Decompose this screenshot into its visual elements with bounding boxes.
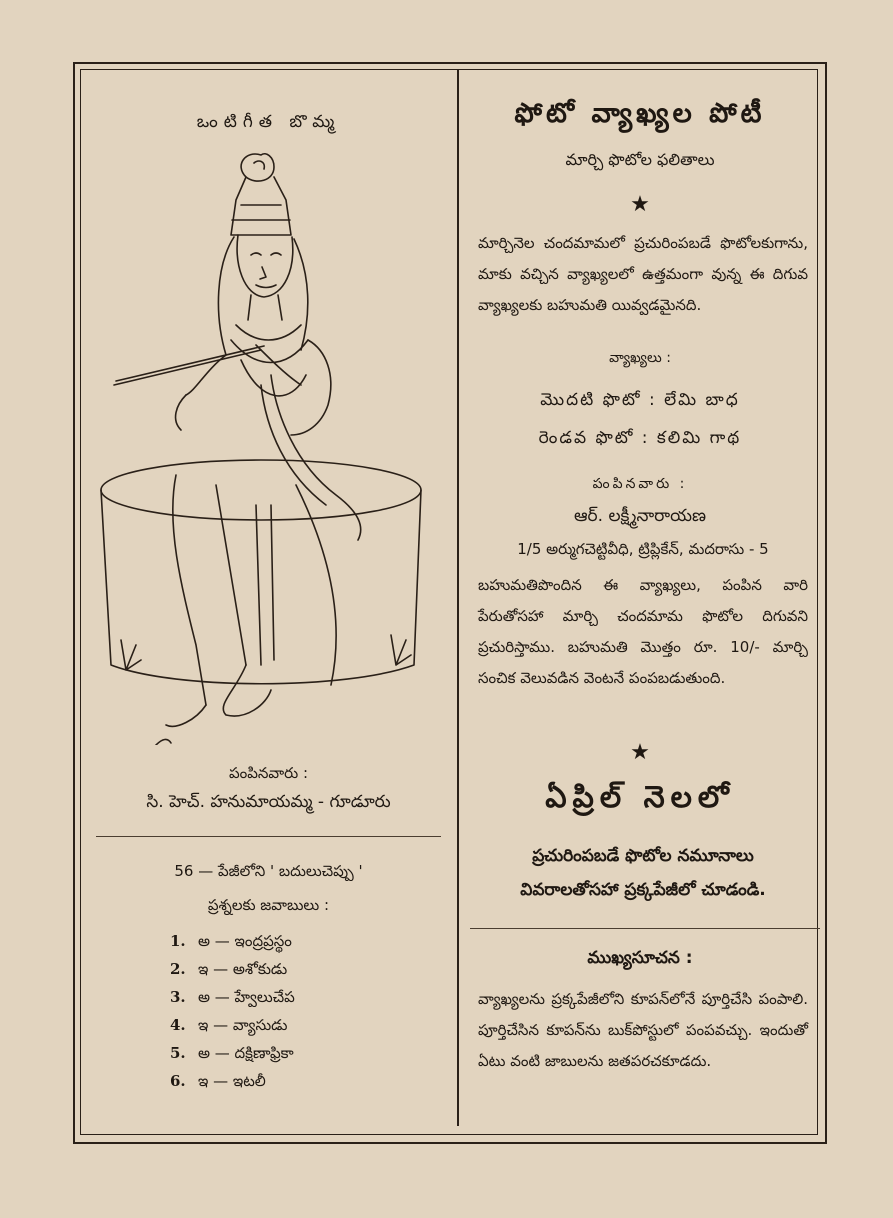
- winner-label: పంపినవారు :: [592, 476, 688, 492]
- captions-label: వ్యాఖ్యలు :: [609, 350, 671, 366]
- right-section-divider: [470, 928, 820, 929]
- important-note-title: ముఖ్యసూచన :: [587, 948, 693, 968]
- answer-item: 5. అ — దక్షిణాఫ్రికా: [170, 1044, 294, 1062]
- star-icon: ★: [630, 192, 650, 217]
- star-icon: ★: [630, 740, 650, 765]
- left-section-divider: [96, 836, 441, 837]
- winner-address: 1/5 అర్ముగచెట్టివీధి, ట్రిప్లికేన్, మదరాసు - 5: [517, 540, 769, 558]
- column-divider: [457, 70, 459, 1126]
- answer-item: 2. ఇ — అశోకుడు: [170, 960, 288, 978]
- prize-paragraph: బహుమతిపొందిన ఈ వ్యాఖ్యలు, పంపిన వారి పేరుతోసహా మార్చి చందమామ ఫొటోల దిగువని ప్రచురిస్తాము. బహుమతి మొత్తం రూ. 10/- మార్చి సంచిక వెలువడిన వెంటనే పంపబడుతుంది.: [478, 576, 808, 687]
- krishna-line-drawing: [96, 145, 426, 745]
- sample-line: వివరాలతోసహా ప్రక్కపేజీలో చూడండి.: [520, 880, 766, 900]
- contest-subtitle: మార్చి ఫొటోల ఫలితాలు: [565, 150, 715, 169]
- answer-item: 4. ఇ — వ్యాసుడు: [170, 1016, 288, 1034]
- second-photo-caption: రెండవ ఫొటో : కలిమి గాథ: [538, 428, 742, 448]
- sender-label: పంపినవారు :: [228, 764, 309, 782]
- first-photo-caption: మొదటి ఫొటో : లేమి బాధ: [540, 390, 740, 410]
- sender-name: సి. హెచ్. హనుమాయమ్మ - గూడూరు: [146, 792, 391, 812]
- winner-name: ఆర్. లక్ష్మీనారాయణ: [573, 506, 707, 526]
- intro-paragraph: మార్చినెల చందమామలో ప్రచురింపబడే ఫొటోలకుగాను, మాకు వచ్చిన వ్యాఖ్యలలో ఉత్తమంగా వున్న ఈ దిగువ వ్యాఖ్యలకు బహుమతి యివ్వడమైనది.: [478, 234, 808, 314]
- contest-title: ఫోటో వ్యాఖ్యల పోటీ: [514, 98, 766, 129]
- sample-line: ప్రచురింపబడే ఫొటోల నమూనాలు: [532, 846, 754, 866]
- answer-item: 6. ఇ — ఇటలీ: [170, 1072, 266, 1090]
- answer-item: 3. అ — హ్వేలుచేప: [170, 988, 295, 1006]
- quiz-answers-title: 56 — పేజీలోని ' బదులుచెప్పు ': [174, 862, 363, 880]
- quiz-answers-subtitle: ప్రశ్నలకు జవాబులు :: [207, 896, 330, 914]
- april-heading: ఏప్రిల్ నెలలో: [545, 780, 735, 815]
- drawing-title: ఒంటిగీత బొమ్మ: [196, 112, 341, 132]
- answer-item: 1. అ — ఇంద్రప్రస్థం: [170, 932, 292, 950]
- important-note-text: వ్యాఖ్యలను ప్రక్కపేజీలోని కూపన్‌లోనే పూర్తిచేసి పంపాలి. పూర్తిచేసిన కూపన్‌ను బుక్‌పోస్టులో పంపవచ్చు. ఇందుతో ఏటు వంటి జాబులను జతపరచకూడదు.: [478, 990, 808, 1070]
